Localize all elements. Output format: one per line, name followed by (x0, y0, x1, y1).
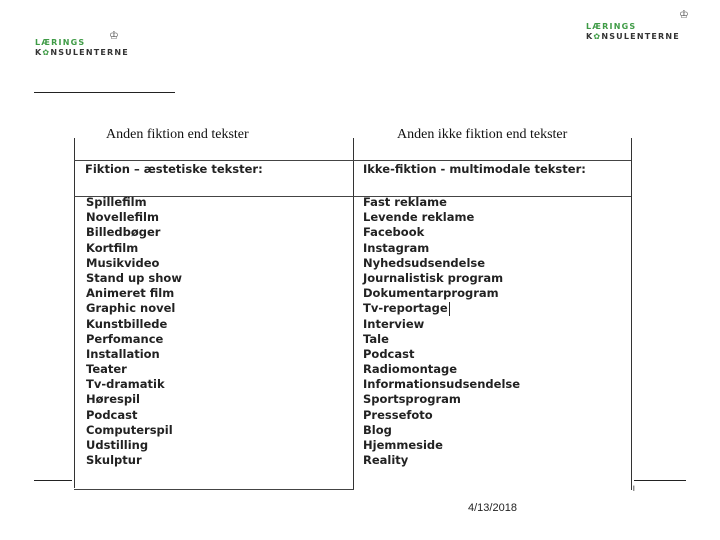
list-item: Pressefoto (363, 407, 433, 422)
list-item: Podcast (86, 407, 138, 422)
list-item: Hjemmeside (363, 438, 443, 452)
list-item: Tv-dramatik (86, 377, 165, 392)
list-item: Tale (363, 331, 389, 346)
list-item: Udstilling (86, 438, 149, 452)
list-item: Animeret film (86, 286, 175, 301)
logo-line-1: LÆRINGS (35, 38, 86, 47)
table-border-middle (353, 138, 354, 490)
crown-icon: ♔ (109, 30, 119, 42)
list-item: Musikvideo (86, 255, 160, 270)
list-item: Perfomance (86, 331, 164, 346)
list-item: Stand up show (86, 270, 182, 285)
left-column-title: Anden fiktion end tekster (106, 127, 249, 142)
list-item: Radiomontage (363, 362, 458, 377)
list-item: Kunstbillede (86, 316, 168, 331)
list-item: Fast reklame (363, 195, 447, 209)
list-item: Graphic novel (86, 301, 176, 316)
fiction-list (86, 195, 182, 468)
table-border-right (631, 138, 632, 490)
list-item: Facebook (363, 225, 425, 240)
table-border-top (74, 160, 631, 161)
corner-mark: ╹ (631, 486, 637, 496)
list-item: Computerspil (86, 422, 173, 437)
list-item: Hørespil (86, 392, 140, 407)
table-border-bottom (74, 489, 354, 490)
list-item: Spillefilm (86, 195, 147, 209)
bottom-right-divider (634, 480, 686, 481)
list-item: Kortfilm (86, 240, 139, 255)
list-item: Dokumentarprogram (363, 286, 499, 301)
bottom-left-divider (34, 480, 72, 481)
list-item: Reality (363, 453, 409, 468)
date-footer: 4/13/2018 (468, 502, 517, 514)
list-item: Installation (86, 346, 160, 361)
logo-line-2: K✿NSULENTERNE (586, 32, 680, 41)
list-item: Podcast (363, 346, 415, 361)
cog-icon: ✿ (42, 48, 51, 57)
list-item: Tv-reportage (363, 301, 448, 316)
nonfiction-list (363, 195, 520, 468)
cog-icon: ✿ (593, 32, 602, 41)
list-item: Novellefilm (86, 210, 159, 225)
table-border-left (74, 138, 75, 488)
crown-icon: ♔ (679, 9, 689, 21)
list-item: Skulptur (86, 453, 142, 468)
logo-laeringskonsulenterne-right (586, 22, 680, 42)
list-item: Interview (363, 316, 425, 331)
list-item: Journalistisk program (363, 270, 504, 285)
list-item: Teater (86, 362, 127, 377)
logo-line-1: LÆRINGS (586, 22, 637, 31)
right-column-title: Anden ikke fiktion end tekster (397, 127, 568, 142)
logo-line-2: K✿NSULENTERNE (35, 48, 129, 57)
list-item: Levende reklame (363, 210, 475, 225)
fiction-heading: Fiktion – æstetiske tekster: (85, 162, 263, 176)
text-cursor (449, 302, 450, 316)
top-divider (34, 92, 175, 93)
list-item: Instagram (363, 240, 430, 255)
list-item: Informationsudsendelse (363, 377, 521, 392)
nonfiction-heading: Ikke-fiktion - multimodale tekster: (363, 162, 586, 176)
list-item: Sportsprogram (363, 392, 461, 407)
list-item: Blog (363, 422, 392, 437)
list-item: Nyhedsudsendelse (363, 255, 486, 270)
list-item: Billedbøger (86, 225, 161, 240)
